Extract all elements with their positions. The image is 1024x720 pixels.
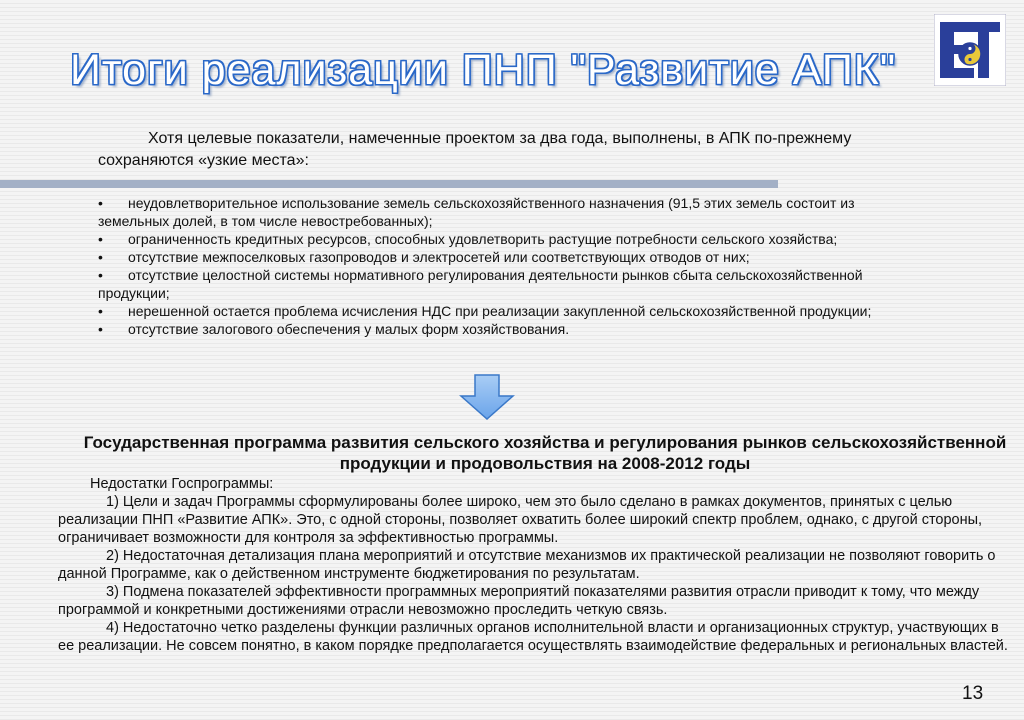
institution-logo xyxy=(934,14,1006,86)
bullet-marker: • xyxy=(98,267,103,283)
shortcoming-paragraph: 1) Цели и задач Программы сформулированы более широко, чем это было сделано в рамках документов, принятых с целью реализации ПНП «Развитие АПК». Это, с одной стороны, позволяет охватить более широкий спектр проблем, однако, с другой стороны, ограничивает возможности для контроля за эффективностью программы. xyxy=(58,494,983,546)
shortcomings-heading: Недостатки Госпрограммы: xyxy=(90,476,274,492)
list-item xyxy=(98,248,918,266)
slide-title: Итоги реализации ПНП "Развитие АПК" xyxy=(70,46,897,94)
bullet-marker: • xyxy=(98,249,103,265)
list-item-text: нерешенной остается проблема исчисления НДС при реализации закупленной сельскохозяйственной продукции; xyxy=(128,303,872,319)
list-item-text: отсутствие залогового обеспечения у малых форм хозяйствования. xyxy=(128,321,570,337)
list-item-text: ограниченность кредитных ресурсов, способных удовлетворить растущие потребности сельского хозяйства; xyxy=(128,231,838,247)
list-item xyxy=(98,302,918,320)
shortcoming-paragraph: 4) Недостаточно четко разделены функции различных органов исполнительной власти и организационных структур, участвующих в ее реализации. Не совсем понятно, в каком порядке предполагается осуществлять взаимодействие федеральных и региональных властей. xyxy=(58,620,1008,654)
bullet-marker: • xyxy=(98,303,103,319)
intro-paragraph: Хотя целевые показатели, намеченные проектом за два года, выполнены, в АПК по-прежнему сохраняются «узкие места»: xyxy=(98,130,852,169)
list-item xyxy=(98,266,918,302)
down-arrow-icon xyxy=(459,374,515,420)
shortcoming-paragraph: 3) Подмена показателей эффективности программных мероприятий показателями развития отрасли приводит к тому, что между программой и конкретными достижениями отрасли невозможно проследить четкую связь. xyxy=(58,584,980,618)
shortcomings-section xyxy=(58,475,1008,655)
page-number: 13 xyxy=(962,683,984,704)
bullet-marker: • xyxy=(98,231,103,247)
problems-list xyxy=(98,194,918,338)
shortcoming-paragraph: 2) Недостаточная детализация плана мероприятий и отсутствие механизмов их практической реализации не позволяют говорить о данной Программе, как о действенном инструменте бюджетирования по результатам. xyxy=(58,548,996,582)
list-item-text: отсутствие целостной системы нормативного регулирования деятельности рынков сбыта сельскохозяйственной продукции; xyxy=(98,267,863,301)
program-title: Государственная программа развития сельского хозяйства и регулирования рынков сельскохозяйственной продукции и продовольствия на 2008-2012 годы xyxy=(83,433,1007,473)
list-item-text: неудовлетворительное использование земель сельскохозяйственного назначения (91,5 этих земель состоит из земельных долей, в том числе невостребованных); xyxy=(98,195,855,229)
list-item xyxy=(98,194,918,230)
bullet-marker: • xyxy=(98,195,103,211)
divider-bar xyxy=(0,180,778,188)
list-item xyxy=(98,230,918,248)
list-item xyxy=(98,320,918,338)
list-item-text: отсутствие межпоселковых газопроводов и электросетей или соответствующих отводов от них; xyxy=(128,249,750,265)
bullet-marker: • xyxy=(98,321,103,337)
